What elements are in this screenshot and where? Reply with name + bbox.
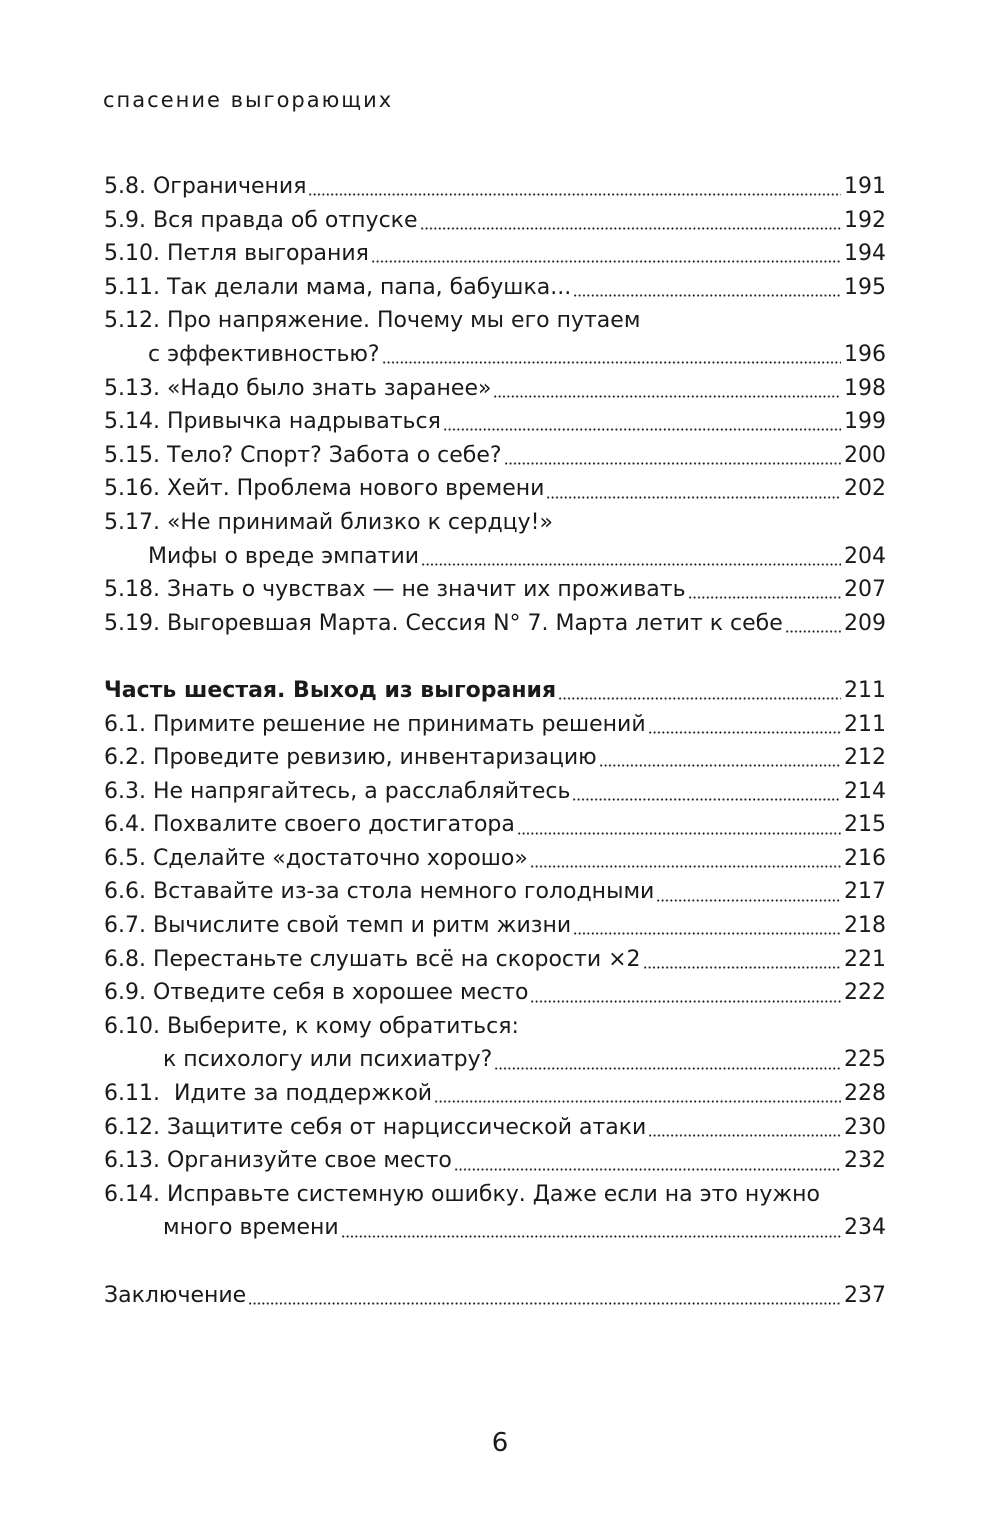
dot-leader [434,1099,841,1104]
dot-leader [420,226,842,231]
toc-entry-6-10[interactable] [104,1043,886,1077]
toc-entry-title: 6.1. Примите решение не принимать решений [104,711,646,737]
toc-entry-page: 199 [844,409,886,435]
toc-entry-5-16[interactable] [104,472,886,506]
dot-leader [599,763,841,768]
dot-leader [341,1234,841,1239]
toc-entry-page: 214 [844,778,886,804]
toc-entry-5-17-line1[interactable]: 5.17. «Не принимай близко к сердцу!» [104,509,553,535]
dot-leader [530,999,841,1004]
section-spacer [104,640,886,674]
toc-entry-title: 5.14. Привычка надрываться [104,409,441,435]
toc-entry-page: 191 [844,174,886,199]
toc-entry-page: 237 [844,1282,886,1308]
toc-entry-5-17[interactable] [104,540,886,574]
toc-entry-page: 232 [844,1148,886,1174]
toc-entry-6-14-line1[interactable]: 6.14. Исправьте системную ошибку. Даже если на это нужно [104,1181,820,1207]
toc-entry-6-3[interactable] [104,775,886,809]
toc-entry-6-11[interactable] [104,1077,886,1111]
toc-entry-title: 5.15. Тело? Спорт? Забота о себе? [104,442,502,468]
toc-entry-title: 5.9. Вся правда об отпуске [104,207,418,233]
toc-entry-title: с эффективностью? [148,341,380,367]
toc-entry-page: 215 [844,812,886,838]
toc-entry-title: 6.12. Защитите себя от нарциссической атаки [104,1114,647,1140]
toc-entry-page: 234 [844,1215,886,1241]
dot-leader [573,931,841,936]
dot-leader [248,1301,841,1306]
dot-leader [558,696,841,701]
toc-entry-page: 211 [844,677,886,703]
section-spacer [104,1245,886,1279]
dot-leader [454,1167,841,1172]
dot-leader [504,461,841,466]
toc-entry-6-7[interactable] [104,909,886,943]
toc-entry-title: 5.11. Так делали мама, папа, бабушка... [104,274,572,300]
toc-entry-page: 217 [844,879,886,905]
toc-entry-title: 5.19. Выгоревшая Марта. Сессия N° 7. Марта летит к себе [104,610,783,636]
toc-entry-page: 200 [844,442,886,468]
toc-entry-6-12[interactable] [104,1111,886,1145]
table-of-contents [104,170,886,1312]
toc-entry-title: 6.2. Проведите ревизию, инвентаризацию [104,745,597,771]
toc-entry-6-14[interactable] [104,1211,886,1245]
running-header: спасение выгорающих [103,88,394,112]
toc-entry-title: 6.6. Вставайте из-за стола немного голодными [104,879,655,905]
dot-leader [573,293,841,298]
toc-entry-title: Мифы о вреде эмпатии [148,543,420,569]
toc-conclusion[interactable] [104,1279,886,1313]
toc-entry-page: 218 [844,913,886,939]
toc-entry-page: 202 [844,476,886,502]
toc-entry-page: 198 [844,375,886,401]
dot-leader [517,831,841,836]
dot-leader [382,360,841,365]
dot-leader [421,562,841,567]
toc-entry-page: 204 [844,543,886,569]
toc-entry-page: 194 [844,241,886,267]
toc-entry-page: 221 [844,946,886,972]
dot-leader [785,629,841,634]
dot-leader [443,427,841,432]
toc-entry-6-2[interactable] [104,741,886,775]
toc-entry-5-8[interactable] [104,170,886,204]
toc-entry-page: 209 [844,610,886,636]
toc-entry-title: 5.8. Ограничения [104,174,307,199]
dot-leader [546,495,841,500]
toc-entry-6-1[interactable] [104,708,886,742]
toc-entry-5-12[interactable] [104,338,886,372]
dot-leader [648,1133,841,1138]
dot-leader [656,898,841,903]
toc-entry-title: 6.11. Идите за поддержкой [104,1081,433,1107]
toc-entry-6-9[interactable] [104,976,886,1010]
toc-entry-6-6[interactable] [104,875,886,909]
toc-entry-title: 6.8. Перестаньте слушать всё на скорости ×2 [104,946,641,972]
toc-entry-title: к психологу или психиатру? [163,1047,493,1073]
toc-entry-title: 6.9. Отведите себя в хорошее место [104,980,529,1006]
toc-entry-6-4[interactable] [104,808,886,842]
dot-leader [371,259,841,264]
toc-entry-5-14[interactable] [104,405,886,439]
dot-leader [648,730,841,735]
toc-entry-title: 6.7. Вычислите свой темп и ритм жизни [104,913,572,939]
dot-leader [572,797,841,802]
toc-entry-title: 6.13. Организуйте свое место [104,1148,452,1174]
toc-entry-6-10-line1[interactable]: 6.10. Выберите, к кому обратиться: [104,1013,519,1039]
toc-entry-5-9[interactable] [104,204,886,238]
toc-entry-page: 225 [844,1047,886,1073]
toc-entry-page: 195 [844,274,886,300]
toc-entry-5-13[interactable] [104,372,886,406]
toc-entry-title: 6.5. Сделайте «достаточно хорошо» [104,845,528,871]
toc-entry-page: 207 [844,577,886,603]
page-number: 6 [491,1428,509,1458]
toc-entry-title: 6.4. Похвалите своего достигатора [104,812,515,838]
toc-entry-5-15[interactable] [104,439,886,473]
toc-entry-5-11[interactable] [104,271,886,305]
toc-entry-page: 211 [844,711,886,737]
toc-entry-6-13[interactable] [104,1144,886,1178]
toc-entry-page: 212 [844,745,886,771]
toc-entry-5-18[interactable] [104,573,886,607]
dot-leader [308,192,841,197]
toc-part-title: Часть шестая. Выход из выгорания [104,677,557,703]
toc-entry-title: 6.3. Не напрягайтесь, а расслабляйтесь [104,778,571,804]
dot-leader [494,1066,841,1071]
dot-leader [688,595,841,600]
dot-leader [530,864,841,869]
toc-entry-title: 5.13. «Надо было знать заранее» [104,375,492,401]
toc-entry-5-12-line1[interactable]: 5.12. Про напряжение. Почему мы его путаем [104,308,641,334]
toc-part-6[interactable] [104,674,886,708]
toc-entry-6-5[interactable] [104,842,886,876]
toc-entry-title: Заключение [104,1282,247,1308]
toc-entry-page: 216 [844,845,886,871]
toc-entry-title: 5.10. Петля выгорания [104,241,369,267]
toc-entry-5-19[interactable] [104,607,886,641]
toc-entry-page: 192 [844,207,886,233]
toc-entry-page: 228 [844,1081,886,1107]
toc-entry-page: 230 [844,1114,886,1140]
toc-entry-6-8[interactable] [104,943,886,977]
toc-entry-title: много времени [163,1215,339,1241]
toc-entry-5-10[interactable] [104,237,886,271]
toc-entry-page: 196 [844,341,886,367]
toc-entry-page: 222 [844,980,886,1006]
toc-entry-title: 5.16. Хейт. Проблема нового времени [104,476,545,502]
toc-entry-title: 5.18. Знать о чувствах — не значит их проживать [104,577,686,603]
dot-leader [493,394,841,399]
dot-leader [643,965,841,970]
